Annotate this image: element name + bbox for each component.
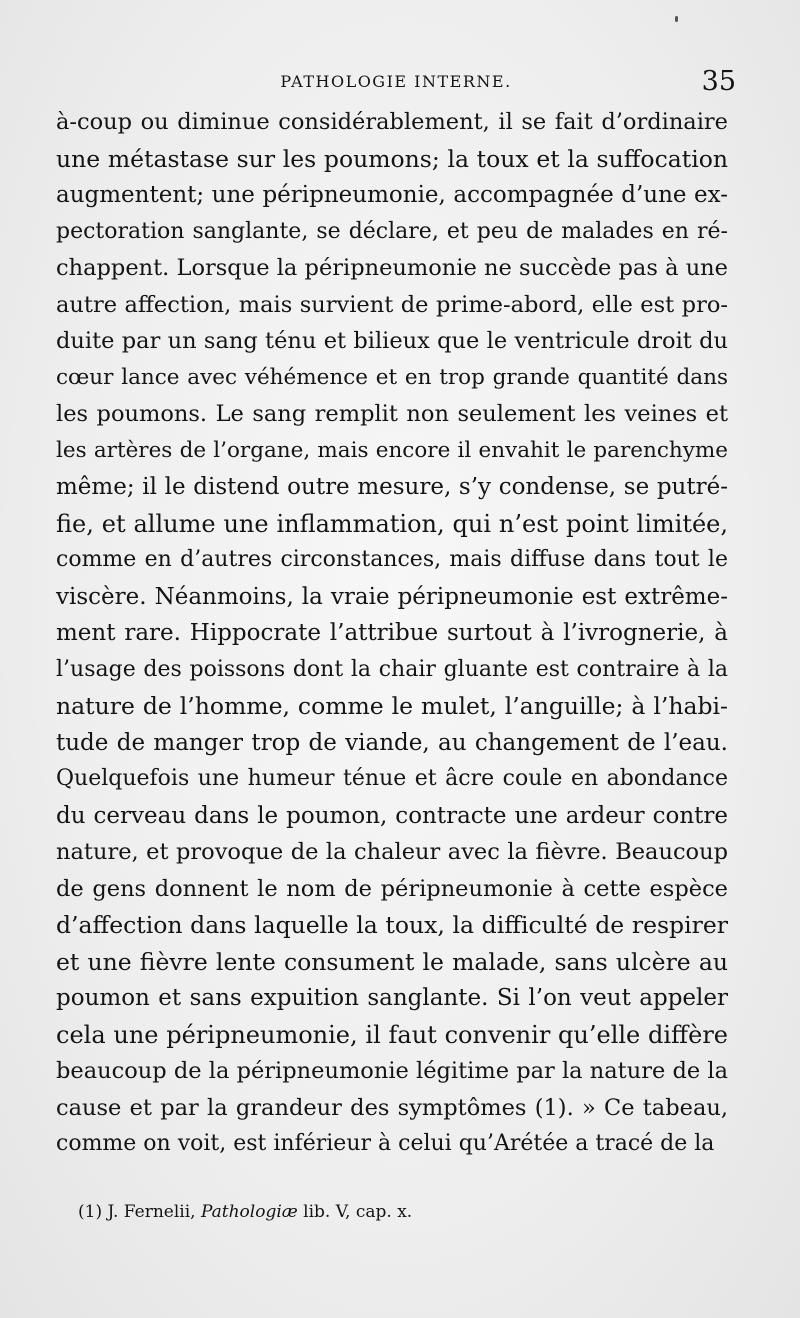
text-line: nature de l’homme, comme le mulet, l’anguille; à l’habi-	[56, 692, 728, 720]
text-line: ment rare. Hippocrate l’attribue surtout à l’ivrognerie, à	[56, 620, 728, 646]
text-line: fie, et allume une inflammation, qui n’est point limitée,	[56, 509, 728, 538]
text-line: même; il le distend outre mesure, s’y condense, se putré-	[56, 474, 728, 500]
text-line: viscère. Néanmoins, la vraie péripneumonie est extrême-	[56, 583, 728, 610]
text-line: cela une péripneumonie, il faut convenir qu’elle diffère	[56, 1020, 728, 1049]
body-text	[56, 104, 728, 1163]
text-line: les artères de l’organe, mais encore il envahit le parenchyme	[56, 437, 728, 463]
text-line: Quelquefois une humeur ténue et âcre coule en abondance	[56, 766, 728, 791]
text-line: chappent. Lorsque la péripneumonie ne succède pas à une	[56, 255, 728, 281]
text-line: tude de manger trop de viande, au changement de l’eau.	[56, 729, 728, 756]
text-line: les poumons. Le sang remplit non seulement les veines et	[56, 401, 728, 427]
text-line: beaucoup de la péripneumonie légitime par la nature de la	[56, 1058, 728, 1084]
text-line: et une fièvre lente consument le malade, sans ulcère au	[56, 947, 728, 976]
text-line: autre affection, mais survient de prime-abord, elle est pro-	[56, 291, 728, 318]
text-line: d’affection dans laquelle la toux, la difficulté de respirer	[56, 911, 728, 939]
page-header	[56, 66, 736, 100]
text-line: l’usage des poissons dont la chair gluante est contraire à la	[56, 656, 728, 682]
text-line: cœur lance avec véhémence et en trop grande quantité dans	[56, 364, 728, 390]
paper-speck	[675, 16, 678, 22]
text-line: poumon et sans expuition sanglante. Si l’on veut appeler	[56, 985, 728, 1011]
text-line: du cerveau dans le poumon, contracte une ardeur contre	[56, 802, 728, 829]
footnote-italic-title: Pathologiæ	[200, 1202, 298, 1222]
text-line: duite par un sang ténu et bilieux que le ventricule droit du	[56, 328, 728, 354]
text-line: comme on voit, est inférieur à celui qu’Arétée a tracé de la	[56, 1131, 715, 1156]
text-line: nature, et provoque de la chaleur avec la fièvre. Beaucoup	[56, 839, 728, 865]
footnote-suffix: lib. V, cap. x.	[297, 1202, 413, 1222]
text-line: comme en d’autres circonstances, mais diffuse dans tout le	[56, 547, 728, 572]
text-line: pectoration sanglante, se déclare, et peu de malades en ré-	[56, 218, 728, 244]
text-line: à-coup ou diminue considérablement, il se fait d’ordinaire	[56, 109, 728, 135]
page-number: 35	[701, 66, 736, 97]
text-line: une métastase sur les poumons; la toux et la suffocation	[56, 144, 728, 173]
text-line: cause et par la grandeur des symptômes (1). » Ce tabeau,	[56, 1094, 728, 1121]
footnote	[78, 1202, 412, 1222]
running-head: PATHOLOGIE INTERNE.	[280, 72, 512, 91]
footnote-prefix: (1) J. Fernelii,	[78, 1202, 201, 1222]
text-line: augmentent; une péripneumonie, accompagnée d’une ex-	[56, 182, 728, 208]
text-line: de gens donnent le nom de péripneumonie à cette espèce	[56, 875, 728, 902]
